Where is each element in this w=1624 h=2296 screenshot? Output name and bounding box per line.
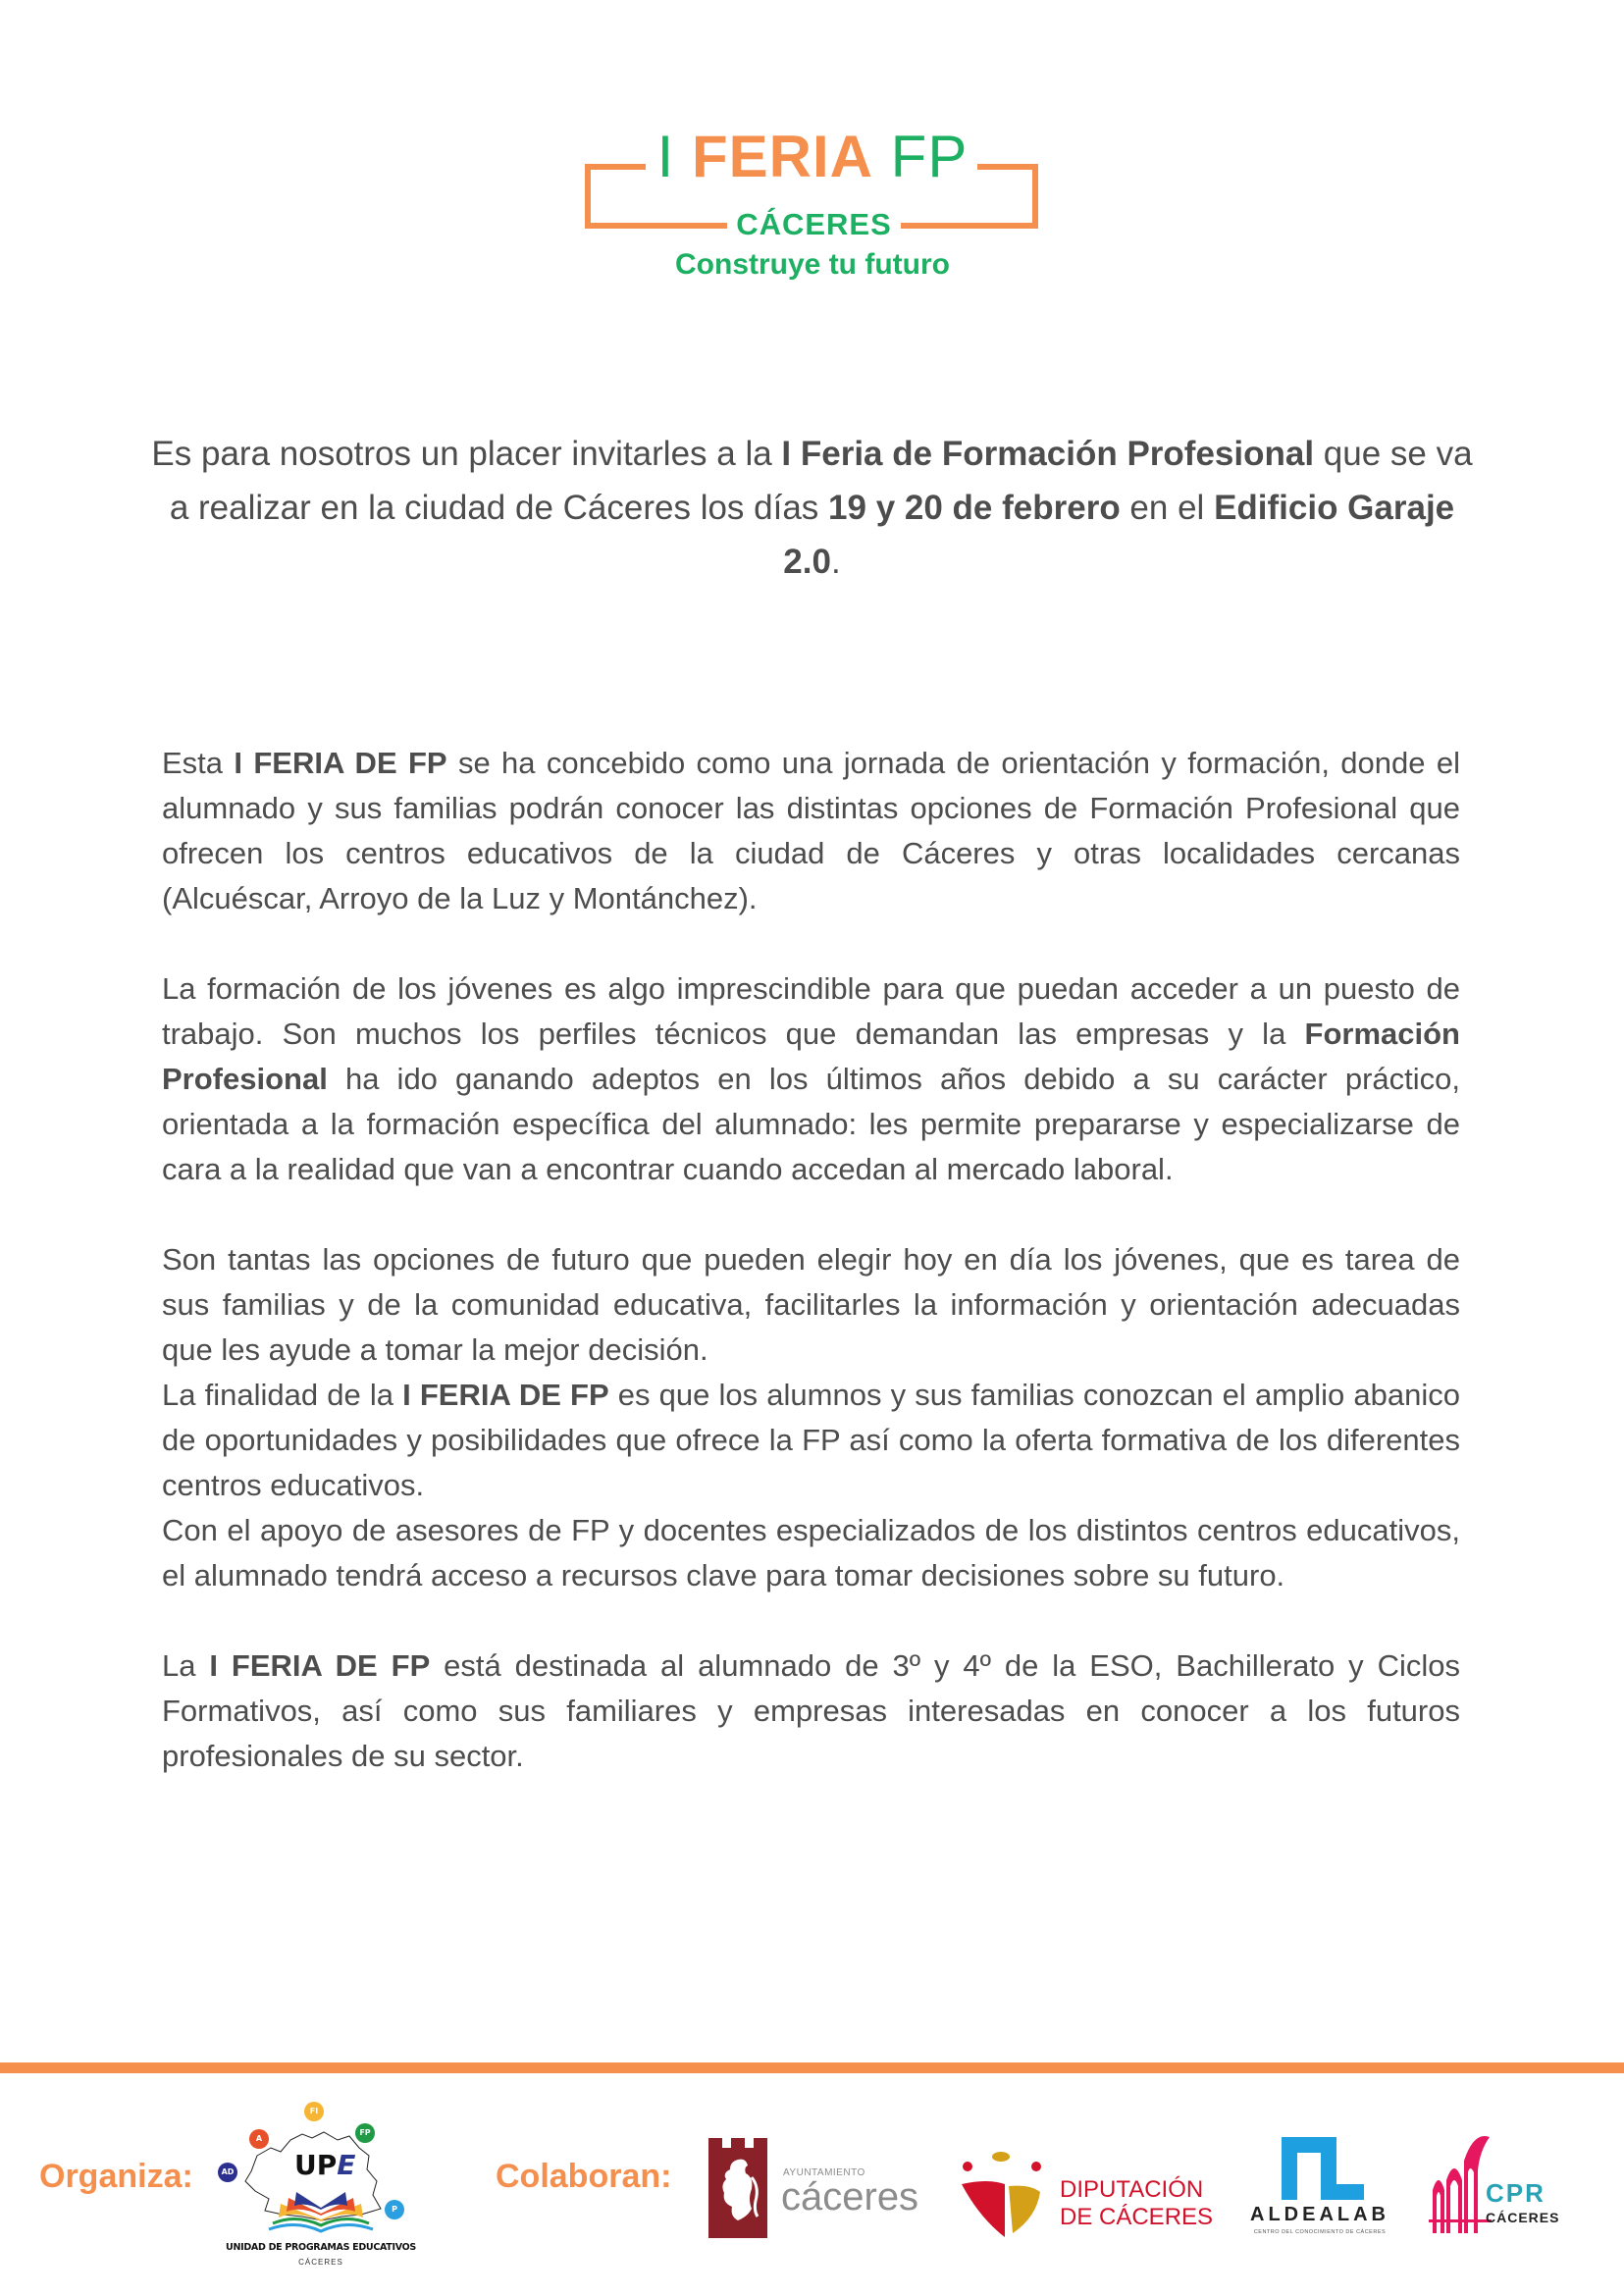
feria-fp-logo [585, 123, 1040, 289]
upe-wordmark-e: E [337, 2149, 356, 2181]
footer-divider [0, 2062, 1624, 2073]
paragraph-5: Con el apoyo de asesores de FP y docentes especializados de los distintos centros educativos, el alumnado tendrá acceso a recursos clave para tomar decisiones sobre su futuro. [162, 1513, 1460, 1592]
cpr-caceres-logo [1423, 2131, 1580, 2239]
upe-bubble-fp: FP [355, 2123, 375, 2143]
colaboran-label: Colaboran: [496, 2158, 672, 2195]
upe-logo [218, 2102, 432, 2273]
paragraph-bold: Formación Profesional [162, 1017, 1460, 1096]
paragraph-bold: I FERIA DE FP [402, 1378, 609, 1412]
upe-wordmark-up: UP [294, 2149, 338, 2181]
intro-event-name: I Feria de Formación Profesional [781, 435, 1315, 473]
ayuntamiento-city: cáceres [781, 2175, 919, 2218]
logo-bracket-right-bottom [901, 223, 1038, 229]
logo-title-i: I [656, 124, 675, 189]
letter-body [162, 741, 1460, 1779]
intro-text: que se va a realizar en la ciudad de Cáceres los días [169, 435, 1473, 527]
upe-bubble-fi: FI [304, 2102, 324, 2121]
diputacion-emblem-icon [960, 2149, 1048, 2237]
organiza-label: Organiza: [39, 2158, 193, 2195]
paragraph-6 [162, 1644, 1460, 1779]
diputacion-line2: DE CÁCERES [1060, 2204, 1214, 2230]
logo-bracket-left-bottom [585, 223, 727, 229]
intro-venue: Edificio Garaje 2.0 [783, 489, 1455, 581]
paragraph-text: La [162, 1648, 210, 1683]
upe-name: UNIDAD DE PROGRAMAS EDUCATIVOS [226, 2242, 416, 2253]
logo-title-fp: FP [890, 124, 969, 189]
upe-bubble-a: A [249, 2129, 269, 2149]
paragraph-text: La formación de los jóvenes es algo imprescindible para que puedan acceder a un puesto de trabajo. Son muchos los perfiles técnicos que demandan las empresas y la [162, 971, 1460, 1051]
paragraph-4 [162, 1373, 1460, 1508]
paragraph-text: se ha concebido como una jornada de orientación y formación, donde el alumnado y sus familias podrán conocer las distintas opciones de Formación Profesional que ofrecen los centros educativos de la ciudad de Cáceres y otras localidades cercanas (Alcuéscar, Arroyo de la Luz y Montánchez). [162, 746, 1460, 915]
paragraph-1 [162, 741, 1460, 921]
paragraph-text: La finalidad de la [162, 1378, 403, 1412]
logo-city: CÁCERES [736, 207, 892, 241]
paragraph-bold: I FERIA DE FP [209, 1648, 431, 1683]
aldealab-name: ALDEALAB [1250, 2204, 1389, 2225]
upe-bubble-ad: AD [218, 2163, 237, 2182]
lion-shield-icon [708, 2138, 767, 2238]
logo-tagline: Construye tu futuro [675, 248, 950, 281]
paragraph-text: está destinada al alumnado de 3º y 4º de la ESO, Bachillerato y Ciclos Formativos, así como sus familiares y empresas interesadas en conocer a los futuros profesionales de su sector. [162, 1648, 1460, 1773]
logo-title [654, 123, 971, 191]
logo-bracket-left [585, 164, 591, 229]
logo-title-feria: FERIA [692, 124, 873, 189]
ayuntamiento-caceres-logo [708, 2138, 944, 2238]
upe-city: CÁCERES [298, 2258, 343, 2267]
cpr-city: CÁCERES [1486, 2210, 1560, 2225]
paragraph-text: ha ido ganando adeptos en los últimos años debido a su carácter práctico, orientada a la formación específica del alumnado: les permite prepararse y especializarse de cara a la realidad que van a encontrar cuando accedan al mercado laboral. [162, 1062, 1460, 1186]
cpr-name: CPR [1486, 2178, 1545, 2208]
diputacion-name [1060, 2176, 1213, 2231]
paragraph-3: Son tantas las opciones de futuro que pueden elegir hoy en día los jóvenes, que es tarea de sus familias y de la comunidad educativa, facilitarles la información y orientación adecuadas que les ayude a tomar la mejor decisión. [162, 1242, 1460, 1367]
logo-bracket-left-top [585, 164, 646, 170]
aldealab-logo [1246, 2137, 1393, 2241]
aldealab-subtitle: CENTRO DEL CONOCIMIENTO DE CÁCERES [1253, 2229, 1387, 2235]
intro-dates: 19 y 20 de febrero [828, 489, 1121, 527]
intro-invitation [147, 427, 1477, 589]
diputacion-caceres-logo [960, 2149, 1217, 2242]
paragraph-text: es que los alumnos y sus familias conozcan el amplio abanico de oportunidades y posibilidades que ofrece la FP así como la oferta formativa de los diferentes centros educativos. [162, 1378, 1460, 1502]
upe-bubble-p: P [385, 2200, 404, 2219]
logo-bracket-right [1032, 164, 1038, 229]
intro-text: en el [1120, 489, 1215, 527]
aldealab-mark-icon [1282, 2137, 1364, 2200]
paragraph-2 [162, 966, 1460, 1192]
diputacion-line1: DIPUTACIÓN [1060, 2176, 1204, 2203]
paragraph-bold: I FERIA DE FP [234, 746, 447, 780]
intro-text: Es para nosotros un placer invitarles a la [151, 435, 782, 473]
paragraph-text: Esta [162, 746, 235, 780]
ayuntamiento-label: AYUNTAMIENTO [783, 2167, 865, 2178]
intro-text: . [830, 543, 841, 581]
upe-wordmark [294, 2151, 355, 2180]
logo-bracket-right-top [977, 164, 1038, 170]
open-book-icon [267, 2190, 375, 2239]
